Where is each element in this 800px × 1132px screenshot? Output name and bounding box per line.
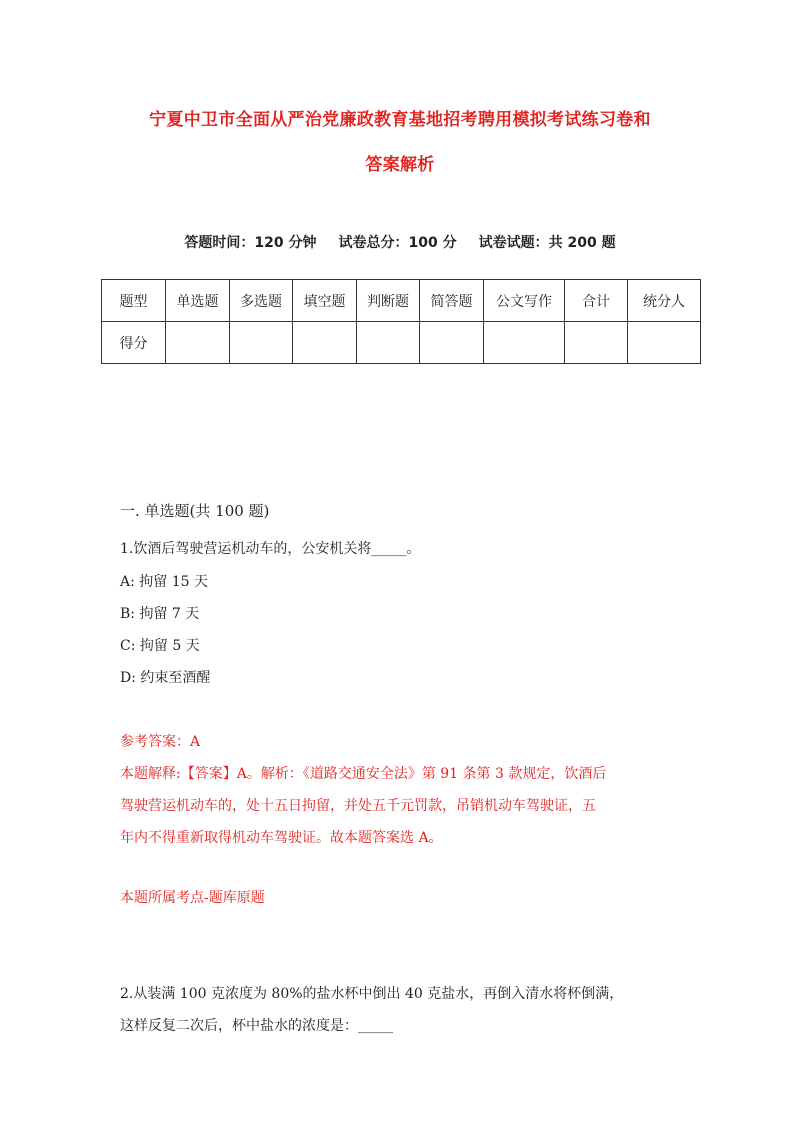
score-cell <box>420 322 484 364</box>
header-cell-true-false: 判断题 <box>357 280 420 322</box>
question-2-stem-line-1: 2.从装满 100 克浓度为 80%的盐水杯中倒出 40 克盐水，再倒入清水将杯倒满， <box>120 986 624 1002</box>
exam-info-bar <box>0 232 800 252</box>
header-cell-type: 题型 <box>102 280 166 322</box>
header-cell-short-answer: 简答题 <box>420 280 484 322</box>
section-heading: 一. 单选题(共 100 题) <box>120 502 270 520</box>
score-table <box>101 279 701 364</box>
question-1-option-d: D: 约束至酒醒 <box>120 670 211 686</box>
header-cell-multi-choice: 多选题 <box>230 280 293 322</box>
header-cell-fill-blank: 填空题 <box>293 280 357 322</box>
score-cell <box>166 322 230 364</box>
question-1-explanation-line-1: 本题解释:【答案】A。解析：《道路交通安全法》第 91 条第 3 款规定，饮酒后 <box>120 766 607 782</box>
score-row-label: 得分 <box>102 322 166 364</box>
question-1-explanation-line-3: 年内不得重新取得机动车驾驶证。故本题答案选 A。 <box>120 830 443 846</box>
question-1-option-a: A: 拘留 15 天 <box>120 574 208 590</box>
score-cell <box>628 322 701 364</box>
score-cell <box>293 322 357 364</box>
header-cell-scorer: 统分人 <box>628 280 701 322</box>
question-1-option-b: B: 拘留 7 天 <box>120 606 200 622</box>
score-table-header-row <box>102 280 701 322</box>
total-score: 试卷总分：100 分 <box>338 235 457 251</box>
score-table-score-row <box>102 322 701 364</box>
score-cell <box>484 322 565 364</box>
question-count: 试卷试题：共 200 题 <box>478 235 616 251</box>
question-2-stem-line-2: 这样反复二次后，杯中盐水的浓度是：_____ <box>120 1018 393 1034</box>
question-1-option-c: C: 拘留 5 天 <box>120 638 200 654</box>
question-1-stem: 1.饮酒后驾驶营运机动车的，公安机关将_____。 <box>120 541 421 557</box>
exam-time: 答题时间：120 分钟 <box>184 235 317 251</box>
question-1-answer: 参考答案：A <box>120 734 201 750</box>
score-cell <box>565 322 628 364</box>
score-cell <box>357 322 420 364</box>
header-cell-total: 合计 <box>565 280 628 322</box>
header-cell-document-writing: 公文写作 <box>484 280 565 322</box>
score-cell <box>230 322 293 364</box>
question-1-explanation-line-2: 驾驶营运机动车的，处十五日拘留，并处五千元罚款，吊销机动车驾驶证，五 <box>120 798 596 814</box>
header-cell-single-choice: 单选题 <box>166 280 230 322</box>
document-title-line-2: 答案解析 <box>365 155 435 175</box>
question-1-source: 本题所属考点-题库原题 <box>120 890 265 906</box>
document-title-line-1: 宁夏中卫市全面从严治党廉政教育基地招考聘用模拟考试练习卷和 <box>149 110 651 130</box>
